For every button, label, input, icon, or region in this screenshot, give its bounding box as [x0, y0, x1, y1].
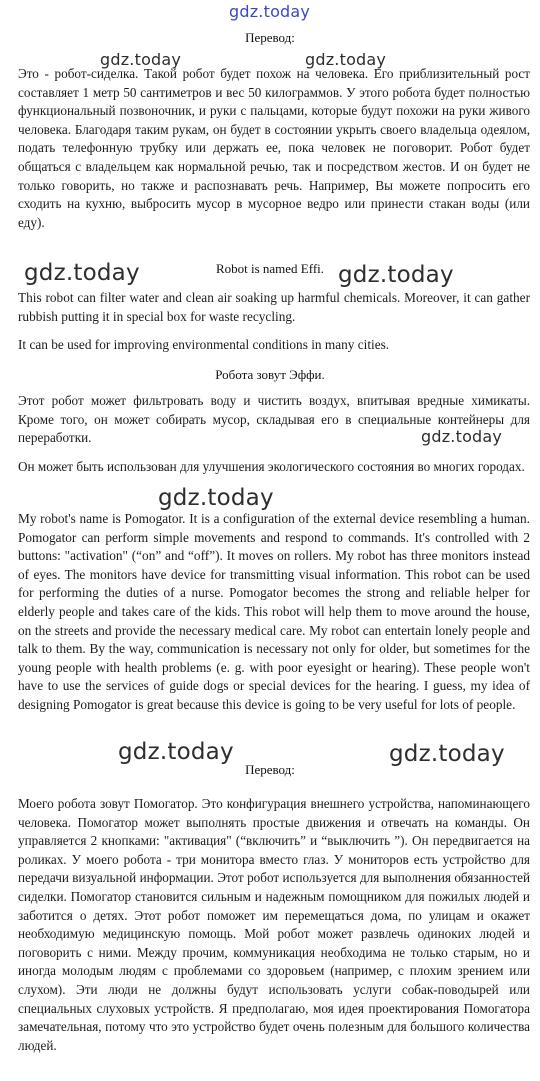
translation-heading-2: Перевод: [245, 762, 295, 777]
watermark: gdz.today [24, 260, 140, 286]
watermark: gdz.today [100, 50, 182, 69]
watermark: gdz.today [421, 427, 503, 446]
effi-heading-ru: Робота зовут Эффи. [215, 367, 325, 382]
watermark: gdz.today [305, 50, 387, 69]
watermark-top: gdz.today [229, 2, 311, 21]
effi-paragraph-ru-1: Этот робот может фильтровать воду и чистить воздух, впитывая вредные химикаты. Кроме того, он может собирать мусор, складывая его в специальные контейнеры для переработки. [18, 393, 530, 446]
effi-paragraph-en-2: It can be used for improving environmental conditions in many cities. [18, 337, 390, 352]
translation-heading-1: Перевод: [245, 30, 295, 45]
watermark: gdz.today [389, 741, 505, 767]
watermark: gdz.today [158, 485, 274, 511]
effi-paragraph-ru-2: Он может быть использован для улучшения экологического состояния во многих городах. [18, 459, 525, 474]
watermark: gdz.today [338, 262, 454, 288]
pomogator-translation-paragraph: Моего робота зовут Помогатор. Это конфигурация внешнего устройства, напоминающего человека. Помогатор может выполнять простые движения и отвечать на команды. Он управляется 2 кнопками: "активация" (“включить” и “выключить ”). Он передвигается на роликах. У моего робота - три монитора вместо глаз. У мониторов есть устройство для передачи визуальной информации. Этот робот используется для выполнения обязанностей сиделки. Помогатор становится сильным и надежным помощником для пожилых людей и заботится о детях. Этот робот поможет им перемещаться дома, по улицам и окажет необходимую медицинскую помощь. Мой робот может развлечь одиноких людей и поговорить с ними. Между прочим, коммуникация необходима не только старым, но и иногда молодым людям с проблемами со здоровьем (например, с плохим зрением или слухом). Эти люди не должны будут использовать услуги собак-поводырей или специальных слуховых устройств. Я предполагаю, моя идея проектирования Помогатора замечательная, потому что это устройство будет очень полезным для большого количества людей. [18, 796, 530, 1053]
watermark: gdz.today [118, 739, 234, 765]
effi-heading-en: Robot is named Effi. [215, 261, 325, 276]
robot-nurse-translation-paragraph: Это - робот-сиделка. Такой робот будет похож на человека. Его приблизительный рост составляет 1 метр 50 сантиметров и вес 50 килограммов. У этого робота будет полностью функциональный позвоночник, и руки с пальцами, которые будут похожи на руки живого человека. Благодаря таким рукам, он будет в состоянии укрыть своего владельца одеялом, подать телефонную трубку или держать ее, пока человек не поговорит. Робот будет общаться с владельцем как нормальной речью, так и посредством жестов. И он будет не только говорить, но также и распознавать речь. Например, Вы можете попросить его сходить на кухню, выбросить мусор в мусорное ведро или принести стакан воды (или еду). [18, 66, 530, 230]
pomogator-paragraph-en: My robot's name is Pomogator. It is a configuration of the external device resembling a human. Pomogator can perform simple movements and respond to commands. It's controlled with 2 buttons: "activation" (“on” and “off”). It moves on rollers. My robot has three monitors instead of eyes. The monitors have device for transmitting visual information. This robot can be used for performing the duties of a nurse. Pomogator becomes the strong and reliable helper for elderly people and takes care of the kids. This robot will help them to move around the house, on the streets and provide the necessary medical care. My robot can entertain lonely people and talk to them. By the way, communication is necessary not only for older, but sometimes for the young people with health problems (e. g. with poor eyesight or hearing). These people won't have to use the services of guide dogs or special devices for the hearing. I guess, my idea of designing Pomogator is great because this device is going to be very useful for lots of people. [18, 511, 530, 712]
effi-paragraph-en-1: This robot can filter water and clean air soaking up harmful chemicals. Moreover, it can gather rubbish putting it in special box for waste recycling. [18, 290, 530, 324]
